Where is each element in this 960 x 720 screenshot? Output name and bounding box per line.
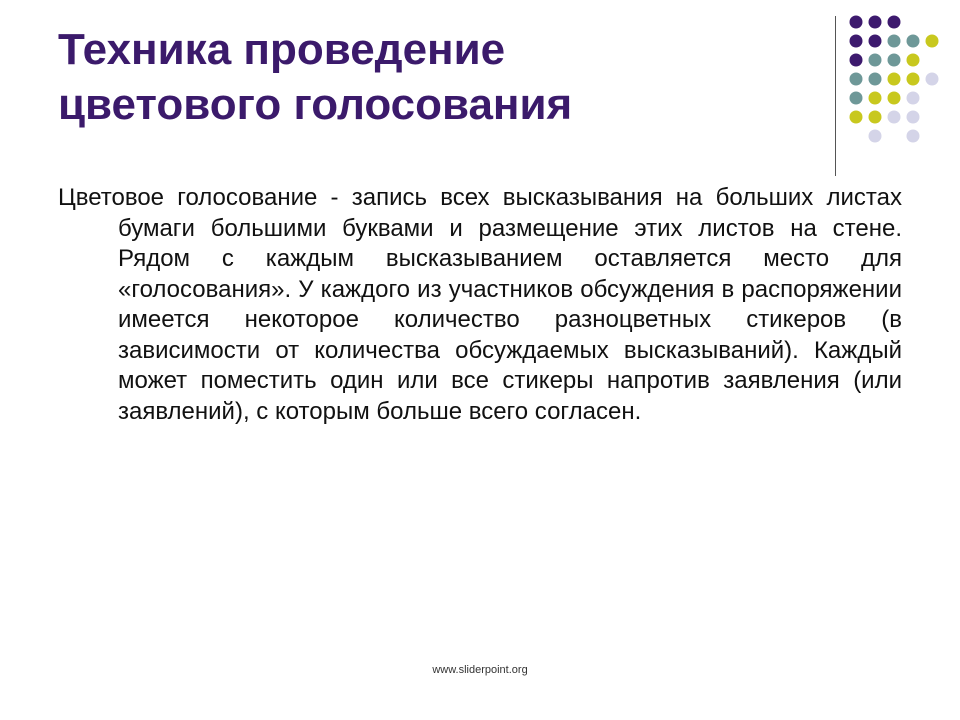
decorative-dot-lavender: [907, 111, 920, 124]
decorative-dot-olive: [907, 54, 920, 67]
decorative-dot-lavender: [869, 130, 882, 143]
decorative-dot-purple: [850, 16, 863, 29]
decorative-dot-teal: [869, 54, 882, 67]
decorative-dot-olive: [869, 92, 882, 105]
decorative-dot-olive: [888, 92, 901, 105]
decorative-dot-purple: [850, 35, 863, 48]
decorative-dot-olive: [850, 111, 863, 124]
decorative-dot-lavender: [926, 73, 939, 86]
decorative-dot-purple: [869, 35, 882, 48]
decorative-dot-lavender: [888, 111, 901, 124]
decorative-dot-olive: [869, 111, 882, 124]
decorative-dot-olive: [926, 35, 939, 48]
decorative-dot-lavender: [907, 130, 920, 143]
decorative-dot-purple: [850, 54, 863, 67]
decorative-dot-grid: [846, 12, 942, 156]
decorative-dot-purple: [888, 16, 901, 29]
slide-title-line-1: Техника проведение: [58, 25, 506, 74]
decorative-dot-lavender: [907, 92, 920, 105]
decorative-dot-teal: [850, 92, 863, 105]
decorative-dot-olive: [907, 73, 920, 86]
footer-url: www.sliderpoint.org: [432, 664, 528, 676]
decorative-dot-teal: [907, 35, 920, 48]
slide-title: [58, 22, 798, 132]
decorative-dot-teal: [850, 73, 863, 86]
decorative-dot-teal: [888, 54, 901, 67]
decorative-dot-olive: [888, 73, 901, 86]
slide-title-line-2: цветового голосования: [58, 80, 573, 129]
decorative-dot-purple: [869, 16, 882, 29]
body-paragraph: Цветовое голосование - запись всех высказывания на больших листах бумаги большими буквами и размещение этих листов на стене. Рядом с каждым высказыванием оставляется место для «голосования». У каждого из участников обсуждения в распоряжении имеется некоторое количество разноцветных стикеров (в зависимости от количества обсуждаемых высказываний). Каждый может поместить один или все стикеры напротив заявления (или заявлений), с которым больше всего согласен.: [58, 184, 902, 425]
decorative-dot-teal: [869, 73, 882, 86]
vertical-divider: [835, 16, 836, 176]
decorative-dot-teal: [888, 35, 901, 48]
